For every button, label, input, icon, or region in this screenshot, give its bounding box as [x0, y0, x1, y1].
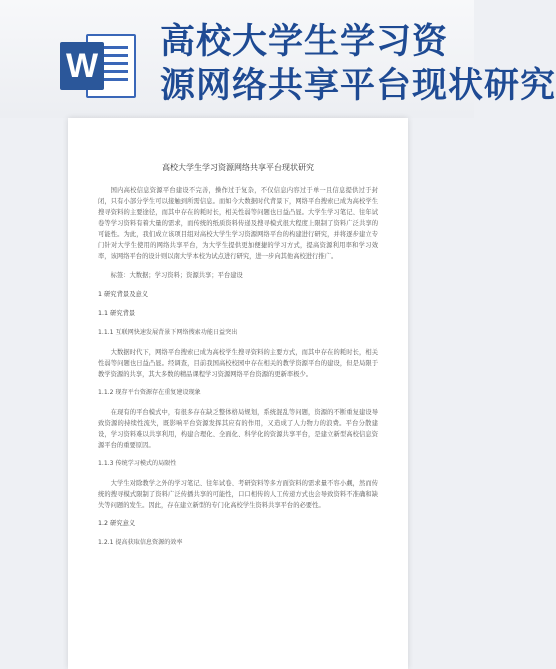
- section-1-1-2-paragraph: 在现有的平台模式中，有很多存在缺乏整体格局规划，系统混乱等问题，资源的不断重复建设导致资源的持续性流失，既影响平台资源发挥其应有的作用，又造成了人力物力的浪费。平台分散建设，学习资料难以共享利用，构建合理化、全面化、科学化的资源共享平台，是建立新型高校信息资源平台的重要原因。: [98, 409, 378, 449]
- banner-title-line2: 源网络共享平台现状研究: [160, 66, 556, 106]
- document-page: [68, 118, 408, 669]
- section-1-1-1-paragraph: 大数据时代下，网络平台搜索已成为高校学生搜寻资料的主要方式，而其中存在的耗时长，相关性弱等问题也日益凸显。经调查，目前我国高校校园中存在相关的教学资源平台的建设，但是局限于教学资源的共享，其大多数的精品课程学习资源网络平台资源的更新率极少。: [98, 349, 378, 378]
- section-heading-1-2: 1.2 研究意义: [98, 520, 136, 527]
- document-banner: [0, 0, 556, 118]
- keywords-line: 标签：大数据；学习资料；资源共享；平台建设: [110, 272, 243, 279]
- document-title: 高校大学生学习资源网络共享平台现状研究: [162, 163, 314, 172]
- banner-title: [160, 20, 556, 108]
- section-heading-1-1-2: 1.1.2 现存平台资源存在重复建设现象: [98, 389, 201, 396]
- banner-title-line1: 高校大学生学习资: [160, 22, 449, 62]
- section-heading-1-2-1: 1.2.1 提高获取信息资源的效率: [98, 539, 183, 546]
- section-heading-1: 1 研究背景及意义: [98, 291, 149, 298]
- word-letter-badge: W: [60, 42, 104, 90]
- section-heading-1-1-3: 1.1.3 传统学习模式的局限性: [98, 460, 177, 467]
- section-1-1-3-paragraph: 大学生对除教学之外的学习笔记、往年试卷、考研资料等多方面资料的需求量不容小觑，然而传统的搜寻模式限制了资料广泛传播共享的可能性，口口相传的人工传递方式也会导致资料不准确和缺失等问题的发生。因此，存在建立新型的专门化高校学生资料共享平台的必要性。: [98, 480, 378, 509]
- abstract-paragraph: 国内高校信息资源平台建设不完善，操作过于复杂，不仅信息内容过于单一且信息提供过于封闭，只有小部分学生可以接触到所需信息。而如今大数据时代背景下，网络平台搜索已成为高校学生搜寻资料的主要途径，而其中存在的耗时长，相关性弱等问题也日益凸显。大学生学习笔记、往年试卷等学习资料有着大量的需求，而传统的纸质资料传递及搜寻模式很大程度上限制了资料广泛共享的可能性。为此，我们成立该项目组对高校大学生学习资源网络平台的构建进行研究，并将逐步建立专门针对大学生使用的网络共享平台，为大学生提供更加便捷的学习方式，提高资源利用率和学习效率，该网络平台的设计则以南大学本校为试点进行研究，进一步向其他高校进行推广。: [98, 187, 378, 260]
- word-icon: [60, 30, 138, 102]
- section-heading-1-1-1: 1.1.1 互联网快速发展背景下网络搜索功能日益突出: [98, 329, 238, 336]
- section-heading-1-1: 1.1 研究背景: [98, 310, 136, 317]
